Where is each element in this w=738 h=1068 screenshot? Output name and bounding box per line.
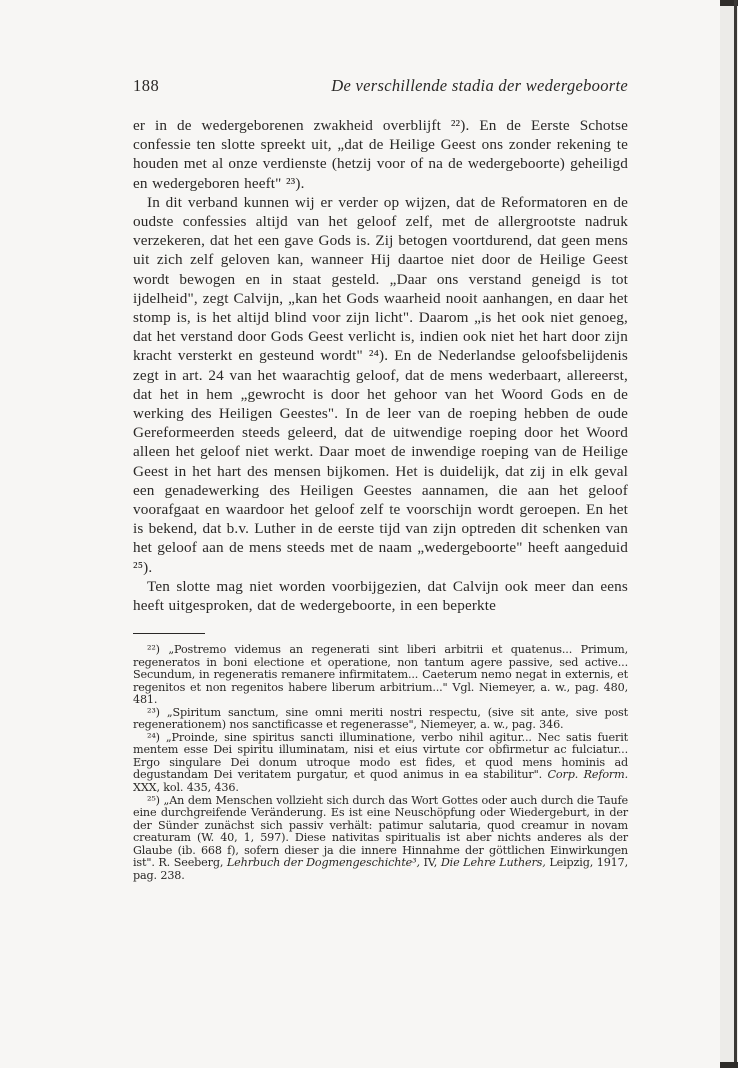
page-edge xyxy=(720,0,738,1068)
body-text xyxy=(133,116,628,615)
footnote-24-ref: XXX, kol. 435, 436. xyxy=(133,781,239,795)
page-number: 188 xyxy=(133,76,160,95)
footnote-25 xyxy=(133,795,628,883)
paragraph: In dit verband kunnen wij er verder op wijzen, dat de Reformatoren en de oudste confessies altijd van het geloof zelf, met de allergrootste nadruk verzekeren, dat het een gave Gods is. Zij betogen voortdurend, dat geen mens uit zich zelf geloven kan, wanneer Hij daartoe niet door de Heilige Geest wordt bewogen en in staat gesteld. „Daar ons verstand geneigd is tot ijdelheid", zegt Calvijn, „kan het Gods waarheid nooit aanhangen, en daar het stomp is, is het altijd blind voor zijn licht". Daarom „is het ook niet genoeg, dat het verstand door Gods Geest verlicht is, indien ook niet het hart door zijn kracht versterkt en gesteund wordt" ²⁴). En de Nederlandse geloofsbelijdenis zegt in art. 24 van het waarachtig geloof, dat de mens wederbaart, allereerst, dat het in hem „gewrocht is door het gehoor van het Woord Gods en de werking des Heiligen Geestes". In de leer van de roeping hebben de oude Gereformeerden steeds geleerd, dat de uitwendige roeping door het Woord alleen het geloof niet werkt. Daar moet de inwendige roeping van de Heilige Geest in het hart des mensen bijkomen. Het is duidelijk, dat zij in elk geval een genadewerking des Heiligen Geestes aannamen, die aan het geloof voorafgaat en waardoor het geloof zelf te voorschijn wordt geroepen. En het is bekend, dat b.v. Luther in de eerste tijd van zijn optreden dit schenken van het geloof aan de mens steeds met de naam „wedergeboorte" heeft aangeduid ²⁵). xyxy=(133,193,628,576)
footnote-23: ²³) „Spiritum sanctum, sine omni meriti nostri respectu, (sive sit ante, sive post regenerationem) nos sanctificasse et regenerasse", Niemeyer, a. w., pag. 346. xyxy=(133,705,628,732)
footnote-22: ²²) „Postremo videmus an regenerati sint liberi arbitrii et quatenus... Primum, regeneratos in boni electione et operatione, non tantum agere passive, sed active... Secundum, in regeneratis remanere infirmitatem... Caeterum nemo negat in externis, et regenitos et non regenitos habere liberum arbitrium..." Vgl. Niemeyer, a. w., pag. 480, 481. xyxy=(133,643,628,707)
footnotes xyxy=(133,644,628,882)
page-edge-bottom xyxy=(720,1062,738,1068)
page-edge-line xyxy=(734,0,737,1068)
footnote-24-text: ²⁴) „Proinde, sine spiritus sancti illuminatione, verbo nihil agitur... Nec satis fuerit mentem esse Dei spiritu illuminatam, nisi et eius virtute cor obfirmetur ac fulciatur... Ergo singulare Dei donum utroque modo est fides, et quod mens hominis ad degustandam Dei veritatem purgatur, et quod animus in ea stabilitur". xyxy=(133,730,628,782)
page-header xyxy=(133,76,628,100)
running-title: De verschillende stadia der wedergeboorte xyxy=(331,76,628,95)
footnote-25-subtitle: Die Lehre Luthers, xyxy=(440,856,546,870)
footnote-25-text: ²⁵) „An dem Menschen vollzieht sich durch das Wort Gottes oder auch durch die Taufe eine durchgreifende Veränderung. Es ist eine Neuschöpfung oder Wiedergeburt, in der der Sünder zunächst sich passiv verhält: patimur salutaria, quod creamur in novam creaturam (W. 40, 1, 597). Diese nativitas spiritualis ist aber nichts anderes als der Glaube (ib. 668 f), sofern dieser ja die innere Hinnahme der göttlichen Einwirkungen ist". R. Seeberg, xyxy=(133,793,628,870)
paragraph: Ten slotte mag niet worden voorbijgezien, dat Calvijn ook meer dan eens heeft uitgesproken, dat de wedergeboorte, in een beperkte xyxy=(133,577,628,615)
paragraph: er in de wedergeborenen zwakheid overblijft ²²). En de Eerste Schotse confessie ten slotte spreekt uit, „dat de Heilige Geest ons zonder rekening te houden met al onze verdienste (hetzij voor of na de wedergeboorte) geheiligd en wedergeboren heeft" ²³). xyxy=(133,117,628,192)
footnote-24 xyxy=(133,732,628,795)
footnote-separator xyxy=(133,633,205,634)
footnote-24-work: Corp. Reform. xyxy=(547,768,628,782)
footnote-25-volume: IV, xyxy=(423,856,438,870)
footnote-25-work: Lehrbuch der Dogmengeschichte³, xyxy=(226,856,420,870)
footnote-25-ref: Leipzig, 1917, pag. 238. xyxy=(133,856,629,882)
